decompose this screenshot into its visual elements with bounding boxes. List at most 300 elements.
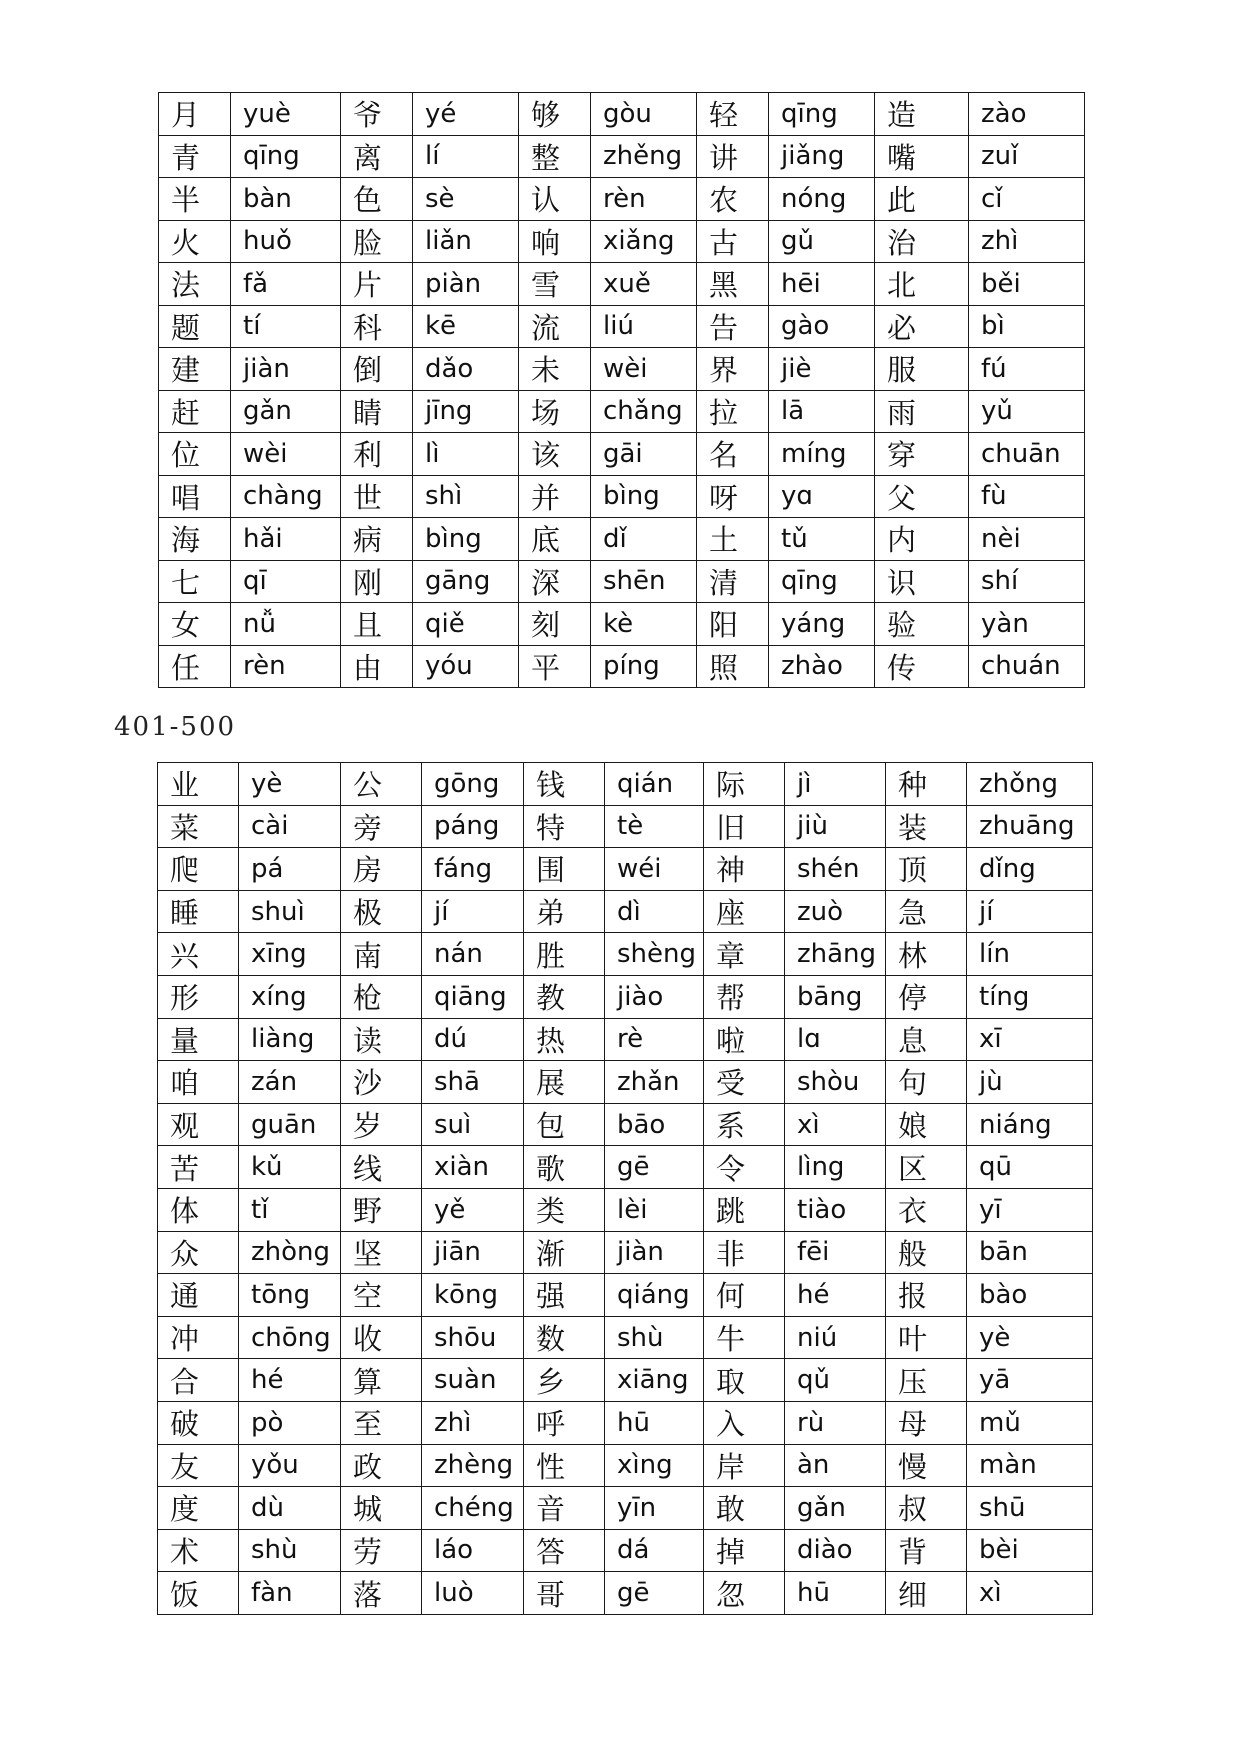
pinyin-cell: páng <box>422 805 524 848</box>
hanzi-cell: 农 <box>697 178 769 221</box>
hanzi-cell: 题 <box>159 305 231 348</box>
pinyin-cell: guān <box>239 1103 341 1146</box>
hanzi-cell: 至 <box>341 1401 422 1444</box>
pinyin-cell: shēn <box>591 560 697 603</box>
table-row <box>158 848 1093 891</box>
pinyin-cell: jí <box>967 890 1093 933</box>
pinyin-cell: lí <box>413 135 519 178</box>
hanzi-cell: 掉 <box>704 1529 785 1572</box>
hanzi-cell: 非 <box>704 1231 785 1274</box>
hanzi-cell: 雨 <box>875 390 969 433</box>
table-row <box>158 805 1093 848</box>
pinyin-cell: shā <box>422 1061 524 1104</box>
pinyin-cell: bìng <box>413 518 519 561</box>
pinyin-cell: bāo <box>605 1103 704 1146</box>
pinyin-cell: xì <box>785 1103 886 1146</box>
hanzi-cell: 衣 <box>886 1188 967 1231</box>
hanzi-cell: 由 <box>341 645 413 688</box>
hanzi-cell: 量 <box>158 1018 239 1061</box>
pinyin-cell: gǔ <box>769 220 875 263</box>
pinyin-cell: chuán <box>969 645 1085 688</box>
hanzi-cell: 并 <box>519 475 591 518</box>
hanzi-cell: 月 <box>159 93 231 136</box>
pinyin-cell: jiào <box>605 975 704 1018</box>
pinyin-cell: yáng <box>769 603 875 646</box>
pinyin-cell: dú <box>422 1018 524 1061</box>
pinyin-cell: xiàn <box>422 1146 524 1189</box>
hanzi-cell: 任 <box>159 645 231 688</box>
table-row <box>159 348 1085 391</box>
hanzi-cell: 敢 <box>704 1487 785 1530</box>
pinyin-cell: qīng <box>231 135 341 178</box>
hanzi-cell: 告 <box>697 305 769 348</box>
pinyin-cell: wèi <box>231 433 341 476</box>
pinyin-cell: qiě <box>413 603 519 646</box>
hanzi-cell: 穿 <box>875 433 969 476</box>
section-label: 401-500 <box>114 712 237 742</box>
pinyin-cell: shuì <box>239 890 341 933</box>
hanzi-cell: 章 <box>704 933 785 976</box>
pinyin-cell: zhèng <box>422 1444 524 1487</box>
pinyin-cell: yɑ <box>769 475 875 518</box>
pinyin-cell: nèi <box>969 518 1085 561</box>
hanzi-cell: 落 <box>341 1572 422 1615</box>
pinyin-cell: fù <box>969 475 1085 518</box>
pinyin-cell: rù <box>785 1401 886 1444</box>
hanzi-cell: 识 <box>875 560 969 603</box>
table-row <box>158 1487 1093 1530</box>
hanzi-cell: 热 <box>524 1018 605 1061</box>
hanzi-cell: 北 <box>875 263 969 306</box>
pinyin-cell: fǎ <box>231 263 341 306</box>
pinyin-cell: gòu <box>591 93 697 136</box>
table-row <box>159 93 1085 136</box>
pinyin-cell: shū <box>967 1487 1093 1530</box>
pinyin-cell: qiāng <box>422 975 524 1018</box>
hanzi-cell: 轻 <box>697 93 769 136</box>
pinyin-cell: zán <box>239 1061 341 1104</box>
pinyin-cell: dì <box>605 890 704 933</box>
hanzi-cell: 火 <box>159 220 231 263</box>
hanzi-cell: 细 <box>886 1572 967 1615</box>
hanzi-cell: 房 <box>341 848 422 891</box>
hanzi-cell: 术 <box>158 1529 239 1572</box>
hanzi-cell: 空 <box>341 1274 422 1317</box>
pinyin-cell: lín <box>967 933 1093 976</box>
pinyin-cell: pá <box>239 848 341 891</box>
pinyin-cell: qīng <box>769 93 875 136</box>
hanzi-cell: 睛 <box>341 390 413 433</box>
hanzi-cell: 流 <box>519 305 591 348</box>
hanzi-cell: 内 <box>875 518 969 561</box>
hanzi-cell: 展 <box>524 1061 605 1104</box>
pinyin-cell: fàn <box>239 1572 341 1615</box>
pinyin-cell: zhǒng <box>967 763 1093 806</box>
table-row <box>158 763 1093 806</box>
pinyin-cell: sè <box>413 178 519 221</box>
hanzi-cell: 位 <box>159 433 231 476</box>
hanzi-cell: 停 <box>886 975 967 1018</box>
hanzi-cell: 度 <box>158 1487 239 1530</box>
hanzi-cell: 胜 <box>524 933 605 976</box>
hanzi-cell: 系 <box>704 1103 785 1146</box>
pinyin-cell: yuè <box>231 93 341 136</box>
pinyin-cell: chǎng <box>591 390 697 433</box>
pinyin-cell: kōng <box>422 1274 524 1317</box>
hanzi-cell: 钱 <box>524 763 605 806</box>
pinyin-cell: zhuāng <box>967 805 1093 848</box>
hanzi-cell: 坚 <box>341 1231 422 1274</box>
hanzi-cell: 顶 <box>886 848 967 891</box>
table-row <box>158 1061 1093 1104</box>
hanzi-cell: 乡 <box>524 1359 605 1402</box>
pinyin-cell: shén <box>785 848 886 891</box>
pinyin-cell: tōng <box>239 1274 341 1317</box>
pinyin-cell: àn <box>785 1444 886 1487</box>
character-table-1-body <box>159 93 1085 688</box>
table-row <box>158 933 1093 976</box>
hanzi-cell: 世 <box>341 475 413 518</box>
hanzi-cell: 建 <box>159 348 231 391</box>
hanzi-cell: 神 <box>704 848 785 891</box>
hanzi-cell: 且 <box>341 603 413 646</box>
pinyin-cell: wèi <box>591 348 697 391</box>
table-row <box>159 263 1085 306</box>
hanzi-cell: 刻 <box>519 603 591 646</box>
pinyin-cell: chuān <box>969 433 1085 476</box>
pinyin-cell: jiǎng <box>769 135 875 178</box>
pinyin-cell: gào <box>769 305 875 348</box>
hanzi-cell: 黑 <box>697 263 769 306</box>
pinyin-cell: jiān <box>422 1231 524 1274</box>
hanzi-cell: 读 <box>341 1018 422 1061</box>
pinyin-cell: qī <box>231 560 341 603</box>
pinyin-cell: yè <box>239 763 341 806</box>
pinyin-cell: diào <box>785 1529 886 1572</box>
hanzi-cell: 岸 <box>704 1444 785 1487</box>
pinyin-cell: suì <box>422 1103 524 1146</box>
pinyin-cell: lɑ <box>785 1018 886 1061</box>
pinyin-cell: jù <box>967 1061 1093 1104</box>
hanzi-cell: 娘 <box>886 1103 967 1146</box>
pinyin-cell: luò <box>422 1572 524 1615</box>
pinyin-cell: zuǐ <box>969 135 1085 178</box>
table-row <box>158 1231 1093 1274</box>
hanzi-cell: 旁 <box>341 805 422 848</box>
table-row <box>158 890 1093 933</box>
hanzi-cell: 教 <box>524 975 605 1018</box>
hanzi-cell: 慢 <box>886 1444 967 1487</box>
pinyin-cell: kè <box>591 603 697 646</box>
pinyin-cell: yóu <box>413 645 519 688</box>
pinyin-cell: gǎn <box>785 1487 886 1530</box>
hanzi-cell: 报 <box>886 1274 967 1317</box>
hanzi-cell: 讲 <box>697 135 769 178</box>
pinyin-cell: zhì <box>969 220 1085 263</box>
table-row <box>159 433 1085 476</box>
hanzi-cell: 沙 <box>341 1061 422 1104</box>
hanzi-cell: 治 <box>875 220 969 263</box>
pinyin-cell: bàn <box>231 178 341 221</box>
pinyin-cell: pò <box>239 1401 341 1444</box>
character-table-1 <box>158 92 1085 688</box>
table-row <box>159 135 1085 178</box>
table-row <box>159 645 1085 688</box>
pinyin-cell: lèi <box>605 1188 704 1231</box>
pinyin-cell: zhào <box>769 645 875 688</box>
pinyin-cell: lā <box>769 390 875 433</box>
pinyin-cell: tè <box>605 805 704 848</box>
hanzi-cell: 般 <box>886 1231 967 1274</box>
hanzi-cell: 业 <box>158 763 239 806</box>
pinyin-cell: dǐng <box>967 848 1093 891</box>
hanzi-cell: 深 <box>519 560 591 603</box>
pinyin-cell: zhòng <box>239 1231 341 1274</box>
hanzi-cell: 句 <box>886 1061 967 1104</box>
hanzi-cell: 土 <box>697 518 769 561</box>
pinyin-cell: bìng <box>591 475 697 518</box>
hanzi-cell: 类 <box>524 1188 605 1231</box>
pinyin-cell: hé <box>785 1274 886 1317</box>
hanzi-cell: 叶 <box>886 1316 967 1359</box>
pinyin-cell: qiáng <box>605 1274 704 1317</box>
hanzi-cell: 答 <box>524 1529 605 1572</box>
hanzi-cell: 急 <box>886 890 967 933</box>
pinyin-cell: piàn <box>413 263 519 306</box>
hanzi-cell: 造 <box>875 93 969 136</box>
pinyin-cell: hēi <box>769 263 875 306</box>
pinyin-cell: píng <box>591 645 697 688</box>
hanzi-cell: 界 <box>697 348 769 391</box>
table-row <box>159 305 1085 348</box>
hanzi-cell: 父 <box>875 475 969 518</box>
hanzi-cell: 该 <box>519 433 591 476</box>
hanzi-cell: 忽 <box>704 1572 785 1615</box>
hanzi-cell: 何 <box>704 1274 785 1317</box>
hanzi-cell: 令 <box>704 1146 785 1189</box>
pinyin-cell: hū <box>785 1572 886 1615</box>
hanzi-cell: 菜 <box>158 805 239 848</box>
hanzi-cell: 兴 <box>158 933 239 976</box>
pinyin-cell: liǎn <box>413 220 519 263</box>
pinyin-cell: chéng <box>422 1487 524 1530</box>
pinyin-cell: xìng <box>605 1444 704 1487</box>
hanzi-cell: 冲 <box>158 1316 239 1359</box>
table-row <box>159 603 1085 646</box>
hanzi-cell: 岁 <box>341 1103 422 1146</box>
table-row <box>159 475 1085 518</box>
hanzi-cell: 必 <box>875 305 969 348</box>
hanzi-cell: 渐 <box>524 1231 605 1274</box>
pinyin-cell: yě <box>422 1188 524 1231</box>
hanzi-cell: 弟 <box>524 890 605 933</box>
hanzi-cell: 色 <box>341 178 413 221</box>
pinyin-cell: gǎn <box>231 390 341 433</box>
hanzi-cell: 哥 <box>524 1572 605 1615</box>
hanzi-cell: 包 <box>524 1103 605 1146</box>
pinyin-cell: hū <box>605 1401 704 1444</box>
hanzi-cell: 歌 <box>524 1146 605 1189</box>
hanzi-cell: 受 <box>704 1061 785 1104</box>
pinyin-cell: jí <box>422 890 524 933</box>
pinyin-cell: rè <box>605 1018 704 1061</box>
pinyin-cell: kǔ <box>239 1146 341 1189</box>
hanzi-cell: 清 <box>697 560 769 603</box>
pinyin-cell: niú <box>785 1316 886 1359</box>
hanzi-cell: 极 <box>341 890 422 933</box>
hanzi-cell: 南 <box>341 933 422 976</box>
hanzi-cell: 整 <box>519 135 591 178</box>
pinyin-cell: qīng <box>769 560 875 603</box>
hanzi-cell: 呀 <box>697 475 769 518</box>
hanzi-cell: 算 <box>341 1359 422 1402</box>
hanzi-cell: 政 <box>341 1444 422 1487</box>
hanzi-cell: 收 <box>341 1316 422 1359</box>
hanzi-cell: 赶 <box>159 390 231 433</box>
character-table-2 <box>157 762 1093 1615</box>
pinyin-cell: mǔ <box>967 1401 1093 1444</box>
hanzi-cell: 友 <box>158 1444 239 1487</box>
pinyin-cell: shì <box>413 475 519 518</box>
hanzi-cell: 法 <box>159 263 231 306</box>
pinyin-cell: fēi <box>785 1231 886 1274</box>
hanzi-cell: 体 <box>158 1188 239 1231</box>
hanzi-cell: 服 <box>875 348 969 391</box>
table-row <box>158 1146 1093 1189</box>
hanzi-cell: 城 <box>341 1487 422 1530</box>
pinyin-cell: yā <box>967 1359 1093 1402</box>
hanzi-cell: 嘴 <box>875 135 969 178</box>
hanzi-cell: 唱 <box>159 475 231 518</box>
table-row <box>159 220 1085 263</box>
table-row <box>159 178 1085 221</box>
pinyin-cell: běi <box>969 263 1085 306</box>
pinyin-cell: liàng <box>239 1018 341 1061</box>
table-row <box>158 1529 1093 1572</box>
pinyin-cell: bì <box>969 305 1085 348</box>
hanzi-cell: 此 <box>875 178 969 221</box>
pinyin-cell: nóng <box>769 178 875 221</box>
hanzi-cell: 睡 <box>158 890 239 933</box>
hanzi-cell: 野 <box>341 1188 422 1231</box>
table-row <box>158 1572 1093 1615</box>
table-row <box>158 1103 1093 1146</box>
hanzi-cell: 爷 <box>341 93 413 136</box>
pinyin-cell: cài <box>239 805 341 848</box>
table-row <box>158 1316 1093 1359</box>
pinyin-cell: niáng <box>967 1103 1093 1146</box>
pinyin-cell: lìng <box>785 1146 886 1189</box>
pinyin-cell: bào <box>967 1274 1093 1317</box>
table-row <box>158 1359 1093 1402</box>
pinyin-cell: gē <box>605 1572 704 1615</box>
hanzi-cell: 未 <box>519 348 591 391</box>
hanzi-cell: 区 <box>886 1146 967 1189</box>
hanzi-cell: 数 <box>524 1316 605 1359</box>
pinyin-cell: yàn <box>969 603 1085 646</box>
hanzi-cell: 种 <box>886 763 967 806</box>
pinyin-cell: xī <box>967 1018 1093 1061</box>
hanzi-cell: 形 <box>158 975 239 1018</box>
hanzi-cell: 破 <box>158 1401 239 1444</box>
hanzi-cell: 拉 <box>697 390 769 433</box>
pinyin-cell: tí <box>231 305 341 348</box>
pinyin-cell: dù <box>239 1487 341 1530</box>
hanzi-cell: 验 <box>875 603 969 646</box>
hanzi-cell: 众 <box>158 1231 239 1274</box>
pinyin-cell: jiè <box>769 348 875 391</box>
hanzi-cell: 通 <box>158 1274 239 1317</box>
hanzi-cell: 阳 <box>697 603 769 646</box>
table-row <box>159 390 1085 433</box>
pinyin-cell: liú <box>591 305 697 348</box>
pinyin-cell: jīng <box>413 390 519 433</box>
hanzi-cell: 响 <box>519 220 591 263</box>
hanzi-cell: 林 <box>886 933 967 976</box>
hanzi-cell: 公 <box>341 763 422 806</box>
hanzi-cell: 传 <box>875 645 969 688</box>
hanzi-cell: 脸 <box>341 220 413 263</box>
hanzi-cell: 劳 <box>341 1529 422 1572</box>
hanzi-cell: 观 <box>158 1103 239 1146</box>
hanzi-cell: 息 <box>886 1018 967 1061</box>
table-row <box>159 560 1085 603</box>
pinyin-cell: xíng <box>239 975 341 1018</box>
table-row <box>158 1401 1093 1444</box>
pinyin-cell: tíng <box>967 975 1093 1018</box>
hanzi-cell: 七 <box>159 560 231 603</box>
hanzi-cell: 围 <box>524 848 605 891</box>
pinyin-cell: wéi <box>605 848 704 891</box>
hanzi-cell: 认 <box>519 178 591 221</box>
pinyin-cell: bān <box>967 1231 1093 1274</box>
pinyin-cell: dǐ <box>591 518 697 561</box>
table-row <box>158 1444 1093 1487</box>
pinyin-cell: nán <box>422 933 524 976</box>
pinyin-cell: hé <box>239 1359 341 1402</box>
pinyin-cell: shòu <box>785 1061 886 1104</box>
pinyin-cell: yī <box>967 1188 1093 1231</box>
pinyin-cell: shù <box>239 1529 341 1572</box>
pinyin-cell: zhǎn <box>605 1061 704 1104</box>
pinyin-cell: shèng <box>605 933 704 976</box>
hanzi-cell: 旧 <box>704 805 785 848</box>
pinyin-cell: hǎi <box>231 518 341 561</box>
pinyin-cell: jì <box>785 763 886 806</box>
pinyin-cell: shōu <box>422 1316 524 1359</box>
hanzi-cell: 海 <box>159 518 231 561</box>
hanzi-cell: 枪 <box>341 975 422 1018</box>
pinyin-cell: míng <box>769 433 875 476</box>
hanzi-cell: 特 <box>524 805 605 848</box>
hanzi-cell: 青 <box>159 135 231 178</box>
character-table-2-body <box>158 763 1093 1615</box>
pinyin-cell: suàn <box>422 1359 524 1402</box>
hanzi-cell: 呼 <box>524 1401 605 1444</box>
hanzi-cell: 科 <box>341 305 413 348</box>
table-row <box>159 518 1085 561</box>
pinyin-cell: rèn <box>591 178 697 221</box>
pinyin-cell: qián <box>605 763 704 806</box>
pinyin-cell: tiào <box>785 1188 886 1231</box>
pinyin-cell: jiù <box>785 805 886 848</box>
hanzi-cell: 女 <box>159 603 231 646</box>
hanzi-cell: 压 <box>886 1359 967 1402</box>
hanzi-cell: 病 <box>341 518 413 561</box>
table-row <box>158 1274 1093 1317</box>
hanzi-cell: 照 <box>697 645 769 688</box>
pinyin-cell: tǐ <box>239 1188 341 1231</box>
